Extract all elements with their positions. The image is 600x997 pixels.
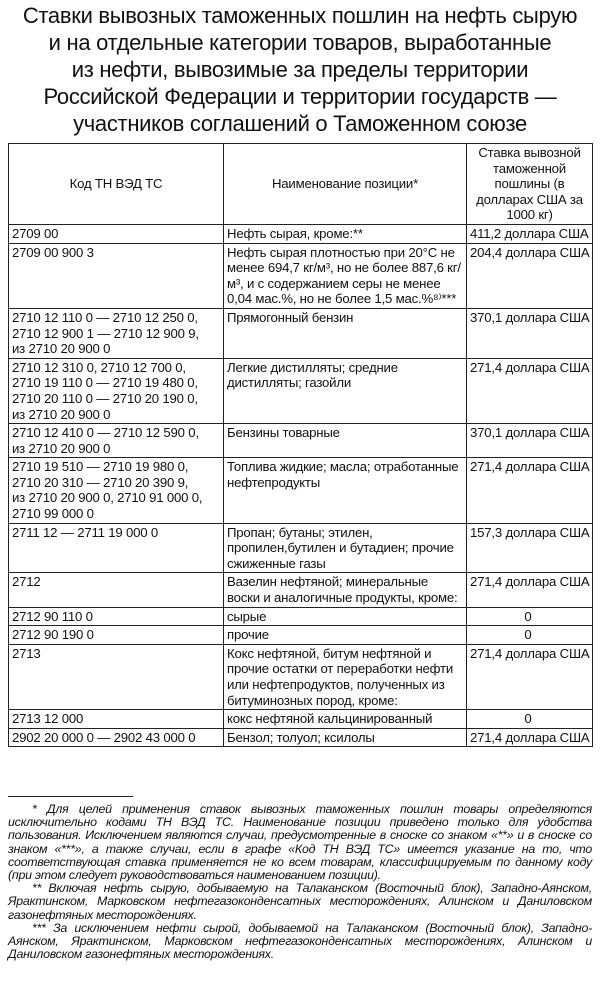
header-name: Наименование позиции* bbox=[224, 144, 467, 225]
table-row bbox=[9, 224, 593, 243]
code-line: 2902 20 000 0 — 2902 43 000 0 bbox=[12, 729, 196, 745]
table-row bbox=[9, 728, 593, 747]
table-row bbox=[9, 573, 593, 607]
code-line: из 2710 20 900 0 bbox=[12, 440, 111, 456]
cell-rate: 271,4 доллара США bbox=[467, 573, 593, 607]
table-row bbox=[9, 644, 593, 709]
header-code: Код ТН ВЭД ТС bbox=[9, 144, 224, 225]
code-line: 2713 12 000 bbox=[12, 711, 84, 727]
code-line: 2710 12 110 0 — 2710 12 250 0, bbox=[12, 309, 198, 325]
table-row bbox=[9, 358, 593, 423]
cell-code bbox=[9, 607, 224, 626]
header-rate: Ставка вывозной таможенной пошлины (в долларах США за 1000 кг) bbox=[467, 144, 593, 225]
cell-name: Бензол; толуол; ксилолы bbox=[224, 728, 467, 747]
cell-name: Вазелин нефтяной; минеральные воски и аналогичные продукты, кроме: bbox=[224, 573, 467, 607]
cell-name: Легкие дистилляты; средние дистилляты; газойли bbox=[224, 358, 467, 423]
cell-name: сырые bbox=[224, 607, 467, 626]
document-title bbox=[0, 2, 600, 137]
code-line: 2711 12 — 2711 19 000 0 bbox=[12, 524, 158, 540]
cell-code bbox=[9, 728, 224, 747]
code-line: из 2710 20 900 0, 2710 91 000 0, bbox=[12, 490, 203, 506]
code-line: 2710 19 510 — 2710 19 980 0, bbox=[12, 459, 189, 475]
code-line: 2710 12 900 1 — 2710 12 900 9, bbox=[12, 325, 199, 341]
code-line: 2710 20 110 0 — 2710 20 190 0, bbox=[12, 390, 198, 406]
title-line: из нефти, вывозимые за пределы территории bbox=[71, 57, 529, 82]
code-line: из 2710 20 900 0 bbox=[12, 406, 111, 422]
code-line: 2710 12 310 0, 2710 12 700 0, bbox=[12, 359, 186, 375]
code-line: 2710 20 310 — 2710 20 390 9, bbox=[12, 474, 189, 490]
cell-name: Кокс нефтяной, битум нефтяной и прочие остатки от переработки нефти или нефтепродуктов, полученных из битуминозных пород, кроме: bbox=[224, 644, 467, 709]
code-line: 2710 99 000 0 bbox=[12, 506, 94, 522]
footnote-1: * Для целей применения ставок вывозных таможенных пошлин товары определяются исключительно кодами ТН ВЭД ТС. Наименование позиции приведено только для удобства пользования. Исключением являются случаи, предусмотренные в сноске со знаком «**» и в сноске со знаком «***», а также случаи, если в графе «Код ТН ВЭД ТС» имеется указание на то, что соответствующая ставка применяется не ко всем товарам, классифицируемым по данному коду (при этом следует руководствоваться наименованием позиции). bbox=[8, 802, 592, 883]
table-row bbox=[9, 710, 593, 729]
cell-rate: 271,4 доллара США bbox=[467, 728, 593, 747]
cell-rate: 271,4 доллара США bbox=[467, 358, 593, 423]
code-line: 2713 bbox=[12, 645, 41, 661]
table-row bbox=[9, 308, 593, 358]
code-line: 2712 90 110 0 bbox=[12, 608, 93, 624]
table-header-row bbox=[9, 144, 593, 225]
cell-name: Пропан; бутаны; этилен, пропилен,бутилен и бутадиен; прочие сжиженные газы bbox=[224, 523, 467, 573]
duty-rates-table bbox=[8, 143, 593, 747]
table-row bbox=[9, 424, 593, 458]
table-row bbox=[9, 243, 593, 308]
cell-name: Бензины товарные bbox=[224, 424, 467, 458]
cell-code bbox=[9, 573, 224, 607]
cell-rate: 0 bbox=[467, 626, 593, 645]
cell-code bbox=[9, 710, 224, 729]
footnotes bbox=[8, 796, 592, 961]
code-line: 2710 12 410 0 — 2710 12 590 0, bbox=[12, 425, 199, 441]
cell-name: прочие bbox=[224, 626, 467, 645]
cell-name: Топлива жидкие; масла; отработанные нефтепродукты bbox=[224, 458, 467, 523]
title-line: и на отдельные категории товаров, выработанные bbox=[48, 30, 552, 55]
title-line: участников соглашений о Таможенном союзе bbox=[73, 111, 527, 136]
cell-rate: 370,1 доллара США bbox=[467, 424, 593, 458]
cell-rate: 370,1 доллара США bbox=[467, 308, 593, 358]
title-line: Ставки вывозных таможенных пошлин на нефть сырую bbox=[22, 3, 578, 28]
cell-name: Прямогонный бензин bbox=[224, 308, 467, 358]
cell-code bbox=[9, 224, 224, 243]
table-row bbox=[9, 626, 593, 645]
code-line: из 2710 20 900 0 bbox=[12, 341, 111, 357]
cell-code bbox=[9, 308, 224, 358]
cell-code bbox=[9, 626, 224, 645]
code-line: 2712 bbox=[12, 574, 41, 590]
code-line: 2709 00 900 3 bbox=[12, 244, 94, 260]
cell-code bbox=[9, 358, 224, 423]
cell-rate: 411,2 доллара США bbox=[467, 224, 593, 243]
table-body bbox=[9, 224, 593, 746]
footnote-divider bbox=[8, 796, 133, 797]
code-line: 2710 19 110 0 — 2710 19 480 0, bbox=[12, 375, 198, 391]
cell-name: кокс нефтяной кальцинированный bbox=[224, 710, 467, 729]
cell-code bbox=[9, 458, 224, 523]
table-row bbox=[9, 607, 593, 626]
cell-code bbox=[9, 424, 224, 458]
code-line: 2712 90 190 0 bbox=[12, 627, 94, 643]
footnote-2: ** Включая нефть сырую, добываемую на Талаканском (Восточный блок), Западно-Аянском, Ярактинском, Марковском нефтегазоконденсатных месторождениях, Алинском и Даниловском газонефтяных месторождениях. bbox=[8, 881, 592, 922]
title-line: Российской Федерации и территории государств — bbox=[43, 84, 557, 109]
cell-name: Нефть сырая, кроме:** bbox=[224, 224, 467, 243]
cell-rate: 204,4 доллара США bbox=[467, 243, 593, 308]
table-row bbox=[9, 458, 593, 523]
footnote-3: *** За исключением нефти сырой, добываемой на Талаканском (Восточный блок), Западно-Аянском, Ярактинском, Марковском нефтегазоконденсатных месторождениях, Алинском и Даниловском газонефтяных месторождениях. bbox=[8, 920, 592, 962]
cell-rate: 0 bbox=[467, 710, 593, 729]
cell-rate: 0 bbox=[467, 607, 593, 626]
cell-rate: 157,3 доллара США bbox=[467, 523, 593, 573]
cell-code bbox=[9, 243, 224, 308]
cell-code bbox=[9, 644, 224, 709]
table-row bbox=[9, 523, 593, 573]
cell-name: Нефть сырая плотностью при 20°С не менее 694,7 кг/м³, но не более 887,6 кг/м³, и с содержанием серы не менее 0,04 мас.%, но не более 1,5 мас.%⁸⁾*** bbox=[224, 243, 467, 308]
cell-code bbox=[9, 523, 224, 573]
cell-rate: 271,4 доллара США bbox=[467, 458, 593, 523]
cell-rate: 271,4 доллара США bbox=[467, 644, 593, 709]
code-line: 2709 00 bbox=[12, 225, 59, 241]
